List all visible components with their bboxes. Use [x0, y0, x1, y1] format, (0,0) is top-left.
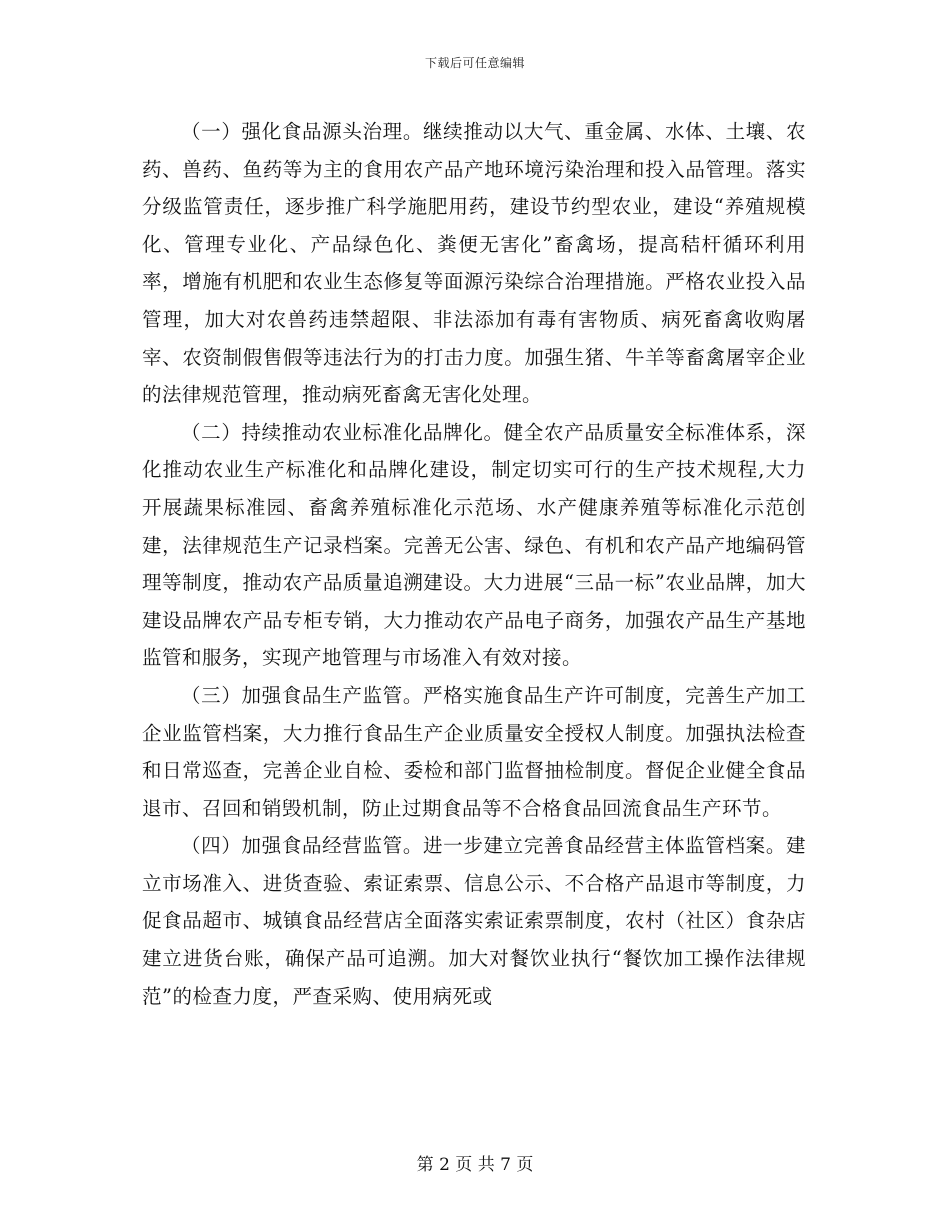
- page-header-note: 下载后可任意编辑: [424, 56, 525, 70]
- page-number-footer: 第 2 页 共 7 页: [416, 1155, 534, 1175]
- paragraph-operation-supervision: （四）加强食品经营监管。进一步建立完善食品经营主体监管档案。建立市场准入、进货查验、索证索票、信息公示、不合格产品退市等制度，力促食品超市、城镇食品经营店全面落实索证索票制度，农村（社区）食杂店建立进货台账，确保产品可追溯。加大对餐饮业执行“餐饮加工操作法律规范”的检查力度，严查采购、使用病死或: [142, 834, 806, 1008]
- paragraph-source-governance: （一）强化食品源头治理。继续推动以大气、重金属、水体、土壤、农药、兽药、鱼药等为主的食用农产品产地环境污染治理和投入品管理。落实分级监管责任，逐步推广科学施肥用药，建设节约型农业，建设“养殖规模化、管理专业化、产品绿色化、粪便无害化”畜禽场，提高秸杆循环利用率，增施有机肥和农业生态修复等面源污染综合治理措施。严格农业投入品管理，加大对农兽药违禁超限、非法添加有毒有害物质、病死畜禽收购屠宰、农资制假售假等违法行为的打击力度。加强生猪、牛羊等畜禽屠宰企业的法律规范管理，推动病死畜禽无害化处理。: [142, 120, 806, 407]
- paragraph-agri-standardization: （二）持续推动农业标准化品牌化。健全农产品质量安全标准体系，深化推动农业生产标准化和品牌化建设，制定切实可行的生产技术规程,大力开展蔬果标准园、畜禽养殖标准化示范场、水产健康养殖等标准化示范创建，法律规范生产记录档案。完善无公害、绿色、有机和农产品产地编码管理等制度，推动农产品质量追溯建设。大力进展“三品一标”农业品牌，加大建设品牌农产品专柜专销，大力推动农产品电子商务，加强农产品生产基地监管和服务，实现产地管理与市场准入有效对接。: [142, 420, 806, 670]
- document-body: [142, 113, 806, 1015]
- paragraph-production-supervision: （三）加强食品生产监管。严格实施食品生产许可制度，完善生产加工企业监管档案，大力推行食品生产企业质量安全授权人制度。加强执法检查和日常巡查，完善企业自检、委检和部门监督抽检制度。督促企业健全食品退市、召回和销毁机制，防止过期食品等不合格食品回流食品生产环节。: [142, 683, 806, 820]
